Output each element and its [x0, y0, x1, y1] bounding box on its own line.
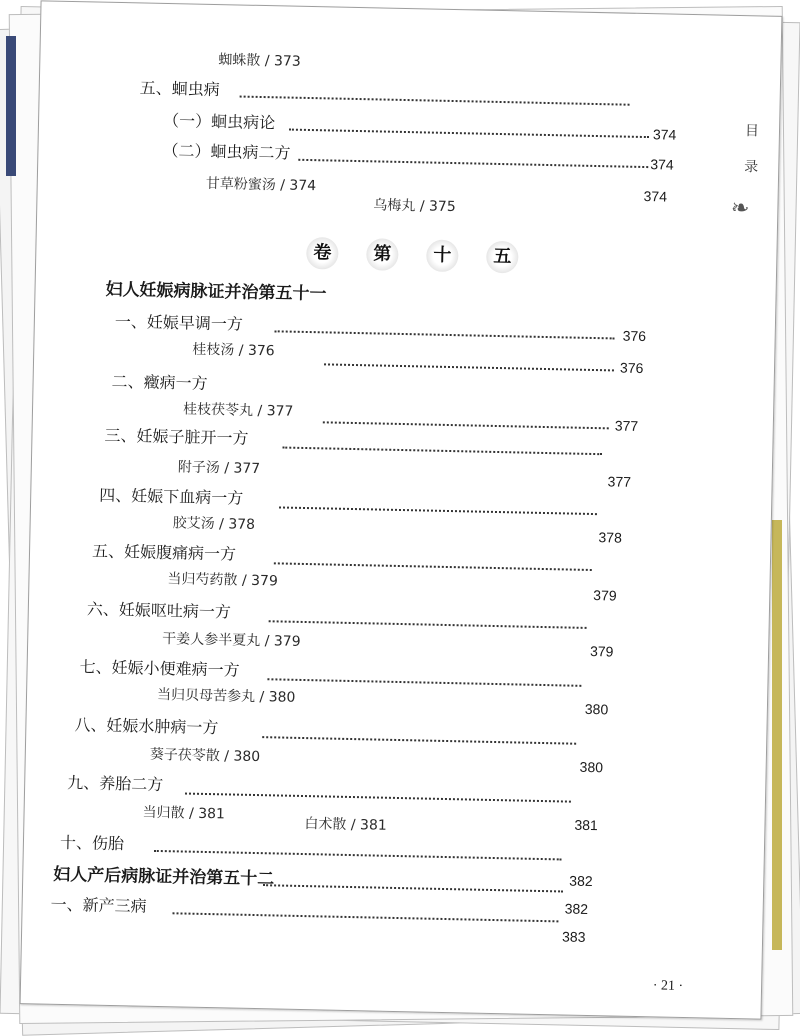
subsection-huichong-lun: （一）蛔虫病论: [162, 110, 276, 133]
leader-dots: [267, 678, 581, 687]
page-number: 378: [598, 529, 622, 546]
page-number: 376: [619, 359, 644, 377]
leader-dots: [263, 884, 563, 892]
leader-dots: [154, 850, 562, 861]
page-number: 382: [564, 900, 589, 918]
formula-entry: 当归贝母苦参丸 / 380: [156, 686, 296, 706]
book-edge-blue: [6, 36, 16, 176]
leader-dots: [262, 736, 576, 745]
subsection-huichong-erfang: （二）蛔虫病二方: [162, 140, 291, 163]
formula-zhizhu: 蜘蛛散 / 373: [218, 52, 301, 70]
volume-char: 五: [486, 241, 519, 274]
leader-dots: [275, 330, 615, 339]
leader-dots: [323, 421, 609, 429]
entry-title: 三、妊娠子脏开一方: [104, 425, 249, 448]
folio-page-number: · 21 ·: [652, 978, 684, 995]
side-tab-mu: 目: [744, 123, 760, 140]
formula-entry: 附子汤 / 377: [177, 459, 261, 478]
leader-dots: [279, 506, 597, 515]
leader-dots: [324, 363, 614, 371]
page-number: 374: [650, 156, 674, 173]
page-number: 382: [569, 872, 593, 890]
page-number: 377: [614, 417, 639, 434]
volume-char: 第: [366, 238, 399, 271]
entry-title: 十、伤胎: [59, 832, 125, 854]
dragon-ornament-icon: ❧: [730, 195, 750, 222]
entry-title: 一、妊娠早调一方: [114, 311, 244, 334]
leader-dots: [172, 912, 558, 922]
formula-entry: 干姜人参半夏丸 / 379: [162, 631, 301, 650]
leader-dots: [289, 129, 649, 139]
entry-title: 九、养胎二方: [67, 773, 164, 795]
toc-page: [20, 0, 783, 1019]
formula-entry: 白术散 / 381: [304, 816, 387, 834]
formula-entry: 葵子茯苓散 / 380: [149, 746, 261, 766]
leader-dots: [298, 159, 648, 168]
entry-title: 四、妊娠下血病一方: [99, 485, 244, 508]
formula-entry: 桂枝茯苓丸 / 377: [182, 401, 294, 420]
entry-title: 五、妊娠腹痛病一方: [91, 541, 237, 564]
page-number: 376: [622, 327, 647, 345]
section-huichong: 五、蛔虫病: [139, 78, 220, 100]
leader-dots: [185, 793, 571, 803]
entry-title: 七、妊娠小便难病一方: [79, 657, 240, 680]
volume-heading: [306, 237, 519, 273]
side-tab-lu: 录: [744, 159, 759, 176]
leader-dots: [269, 620, 587, 629]
formula-entry: 当归散 / 381: [142, 804, 226, 823]
formula-entry: 胶艾汤 / 378: [172, 515, 256, 533]
formula-entry: 桂枝汤 / 376: [192, 341, 275, 360]
page-number: 379: [589, 642, 614, 660]
chapter-title-51: 妇人妊娠病脉证并治第五十一: [105, 279, 327, 305]
entry-title: 八、妊娠水肿病一方: [74, 715, 219, 738]
entry-title: 六、妊娠呕吐病一方: [86, 599, 232, 622]
formula-gancao: 甘草粉蜜汤 / 374: [205, 175, 317, 195]
leader-dots: [240, 96, 630, 106]
book-edge-yellow: [772, 520, 782, 950]
page-number: 374: [643, 188, 668, 205]
page-number: 377: [607, 473, 632, 490]
page-number: 380: [584, 700, 609, 718]
entry-title: 一、新产三病: [50, 894, 147, 916]
page-number: 380: [579, 758, 604, 776]
page-number: 374: [652, 126, 677, 143]
leader-dots: [274, 562, 592, 571]
formula-entry: 当归芍药散 / 379: [167, 571, 278, 590]
volume-char: 卷: [306, 237, 339, 270]
formula-wumei: 乌梅丸 / 375: [373, 197, 456, 216]
page-number: 381: [574, 816, 598, 834]
volume-char: 十: [426, 239, 459, 272]
chapter-title-52: 妇人产后病脉证并治第五十二: [53, 864, 275, 890]
entry-title: 二、癥病一方: [111, 371, 208, 393]
leader-dots: [282, 447, 602, 456]
page-number: 383: [561, 928, 586, 945]
page-number: 379: [593, 587, 617, 604]
